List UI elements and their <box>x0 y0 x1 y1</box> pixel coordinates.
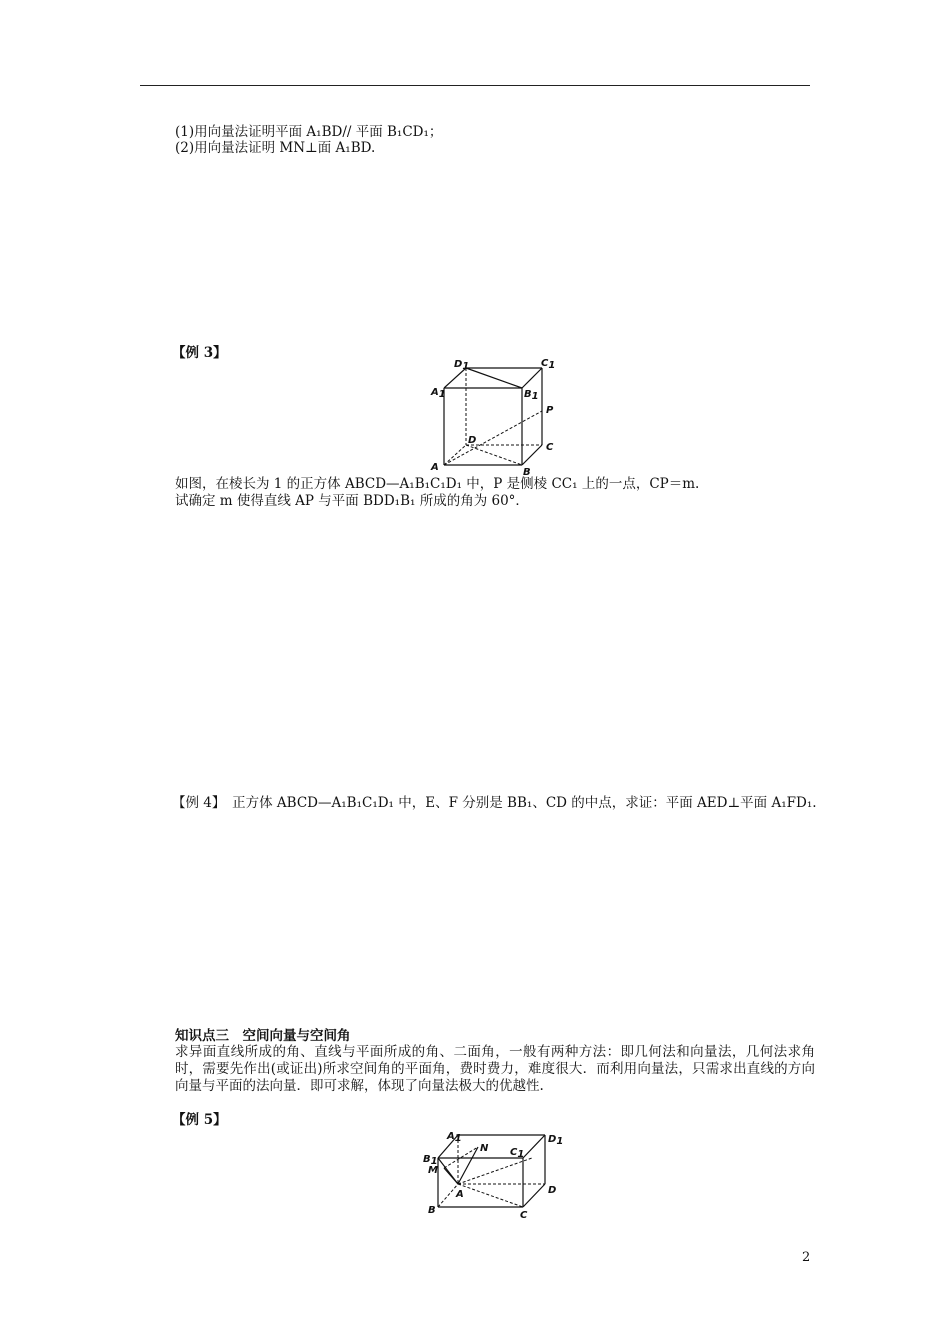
label-c: C <box>546 442 554 453</box>
label-a: A <box>431 462 439 473</box>
section-3-body: 求异面直线所成的角、直线与平面所成的角、二面角，一般有两种方法：即几何法和向量法，几何法求角时，需要先作出(或证出)所求空间角的平面角，费时费力，难度很大．而利用向量法，只需求出直线的方向向量与平面的法向量．即可求解，体现了向量法极大的优越性. <box>175 1044 815 1094</box>
cube-figure-example-3 <box>425 355 565 477</box>
label-m: M <box>428 1165 438 1176</box>
label-b1: B1 <box>423 1154 438 1167</box>
label-c: C <box>520 1210 528 1220</box>
label-a: A <box>456 1189 464 1200</box>
label-b: B <box>523 467 531 477</box>
label-p: P <box>546 405 554 416</box>
prism-figure-example-5 <box>420 1125 570 1220</box>
part-1-text: (1)用向量法证明平面 A₁BD// 平面 B₁CD₁； <box>175 124 443 140</box>
example-3-line-2: 试确定 m 使得直线 AP 与平面 BDD₁B₁ 所成的角为 60°． <box>175 493 529 509</box>
label-a1: A1 <box>447 1131 462 1144</box>
label-d: D <box>548 1185 557 1196</box>
label-a1: A1 <box>431 387 446 400</box>
example-3-label: 【例 3】 <box>172 345 227 361</box>
label-c1: C1 <box>541 358 556 371</box>
label-c1: C1 <box>510 1147 525 1160</box>
section-3-title: 知识点三 空间向量与空间角 <box>175 1028 351 1044</box>
header-rule <box>140 85 810 86</box>
label-d: D <box>468 435 477 446</box>
example-5-label: 【例 5】 <box>172 1112 227 1128</box>
example-4-text: 【例 4】 正方体 ABCD—A₁B₁C₁D₁ 中，E、F 分别是 BB₁、CD 的中点，求证：平面 AED⊥平面 A₁FD₁. <box>172 795 817 811</box>
part-2-text: (2)用向量法证明 MN⊥面 A₁BD. <box>175 140 376 156</box>
label-b1: B1 <box>524 389 539 402</box>
page-number: 2 <box>802 1250 811 1265</box>
label-n: N <box>480 1143 489 1154</box>
label-d1: D1 <box>548 1134 564 1147</box>
label-d1: D1 <box>454 359 470 372</box>
example-3-line-1: 如图，在棱长为 1 的正方体 ABCD—A₁B₁C₁D₁ 中，P 是侧棱 CC₁ 上的一点，CP＝m. <box>175 476 700 492</box>
label-b: B <box>428 1205 436 1216</box>
